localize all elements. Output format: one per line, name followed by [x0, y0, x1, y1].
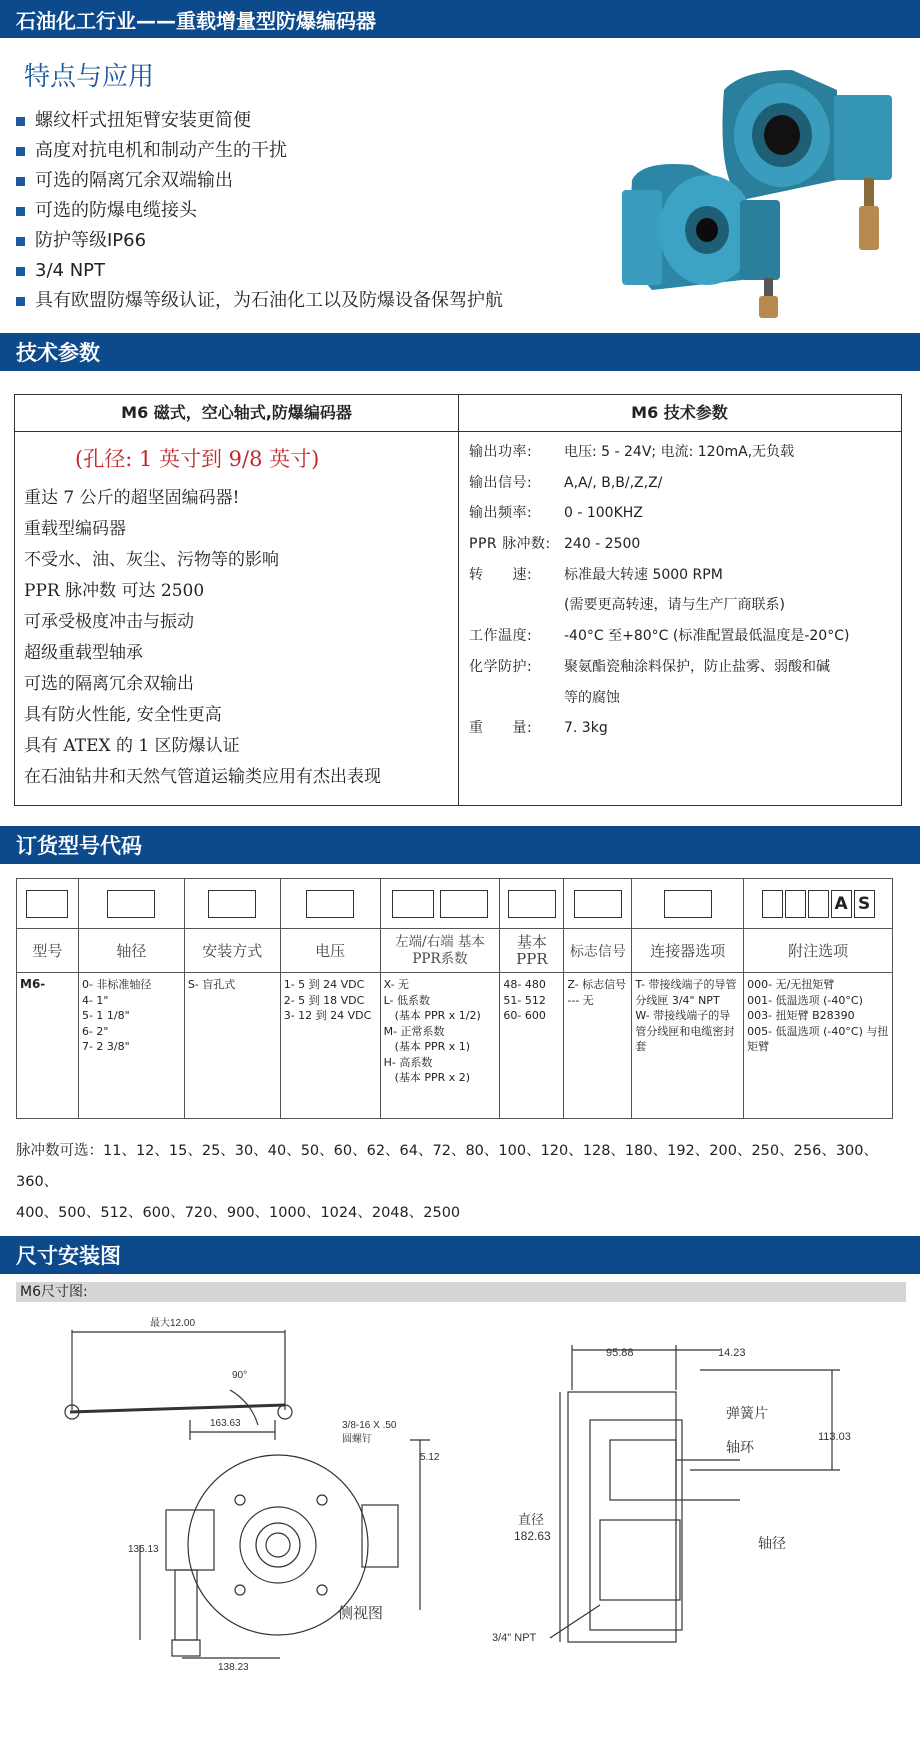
param-row: 输出信号: A,A/, B,B/,Z,Z/ [469, 474, 663, 491]
features-title: 特点与应用 [24, 62, 155, 92]
code-box [392, 890, 434, 918]
bullet-square-icon [16, 177, 25, 186]
bullet-square-icon [16, 117, 25, 126]
param-row: 等的腐蚀 [564, 689, 620, 706]
list-item: 重载型编码器 [24, 519, 126, 539]
ordering-code-table [16, 878, 893, 1119]
dim-138: 138.23 [218, 1662, 249, 1673]
page-header [0, 0, 920, 38]
feature-item: 可选的防爆电缆接头 [16, 196, 503, 226]
param-row: 工作温度: -40°C 至+80°C (标准配置最低温度是-20°C) [469, 628, 850, 645]
column-header: 连接器选项 [632, 929, 744, 973]
suffix-letter-a: A [831, 890, 852, 918]
feature-item: 高度对抗电机和制动产生的干扰 [16, 136, 503, 166]
code-box [107, 890, 155, 918]
bullet-square-icon [16, 237, 25, 246]
list-item: 重达 7 公斤的超坚固编码器! [24, 488, 240, 508]
options-cell: M6- [17, 973, 79, 1119]
dim-182: 182.63 [514, 1529, 551, 1543]
column-header: 左端/右端 基本PPR系数 [380, 929, 500, 973]
column-header: 轴径 [78, 929, 184, 973]
code-box [785, 890, 806, 918]
spec-feature-list [24, 483, 381, 793]
code-box [574, 890, 622, 918]
dim-angle: 90° [232, 1370, 248, 1381]
spring-label: 弹簧片 [726, 1405, 768, 1421]
bullet-square-icon [16, 147, 25, 156]
suffix-letter-s: S [854, 890, 875, 918]
feature-item: 3/4 NPT [16, 256, 503, 286]
column-header: 标志信号 [564, 929, 632, 973]
diameter-label: 直径 [518, 1512, 545, 1527]
options-cell: 0- 非标准轴径 4- 1" 5- 1 1/8" 6- 2" 7- 2 3/8" [78, 973, 184, 1119]
bullet-square-icon [16, 297, 25, 306]
spec-table [14, 394, 902, 806]
dim-screw-size: 3/8-16 X .50 [342, 1420, 397, 1431]
options-cell: X- 无 L- 低系数 (基本 PPR x 1/2) M- 正常系数 (基本 PPR x 1) H- 高系数 (基本 PPR x 2) [380, 973, 500, 1119]
spec-params [469, 437, 899, 744]
column-header: 电压 [280, 929, 380, 973]
pulse-options: 脉冲数可选：11、12、15、25、30、40、50、60、62、64、72、80、100、120、128、180、192、200、250、256、300、360、 400、500、512、600、720、900、1000、1024、2048、2500 [16, 1143, 878, 1221]
bullet-square-icon [16, 267, 25, 276]
list-item: 在石油钻井和天然气管道运输类应用有杰出表现 [24, 767, 381, 787]
options-cell: Z- 标志信号 --- 无 [564, 973, 632, 1119]
spec-right-header: M6 技术参数 [631, 403, 728, 422]
code-box [208, 890, 256, 918]
dimensions-section-header: 尺寸安装图 [0, 1236, 920, 1274]
product-photo [612, 50, 912, 320]
list-item: PPR 脉冲数 可达 2500 [24, 581, 205, 601]
options-cell: S- 盲孔式 [184, 973, 280, 1119]
options-cell: 48- 480 51- 512 60- 600 [500, 973, 564, 1119]
dim-163: 163.63 [210, 1418, 241, 1429]
list-item: 不受水、油、灰尘、污物等的影响 [24, 550, 279, 570]
dim-135: 135.13 [128, 1544, 159, 1555]
dim-5-12: 5.12 [420, 1452, 440, 1463]
list-item: 超级重载型轴承 [24, 643, 143, 663]
code-box [808, 890, 829, 918]
param-row: 转 速: 标准最大转速 5000 RPM [469, 566, 723, 583]
ordering-section-header: 订货型号代码 [0, 826, 920, 864]
feature-item: 螺纹杆式扭矩臂安装更简便 [16, 106, 503, 136]
param-row: PPR 脉冲数: 240 - 2500 [469, 536, 641, 553]
drawing-subtitle: M6尺寸图: [16, 1282, 906, 1302]
dim-max-length: 最大12.00 [150, 1318, 196, 1329]
bullet-square-icon [16, 207, 25, 216]
param-row: 化学防护: 聚氨酯瓷釉涂料保护，防止盐雾、弱酸和碱 [469, 658, 830, 675]
npt-label: 3/4" NPT [492, 1632, 537, 1644]
column-header: 安装方式 [184, 929, 280, 973]
code-box [306, 890, 354, 918]
code-box [508, 890, 556, 918]
param-row: (需要更高转速，请与生产厂商联系) [564, 597, 785, 614]
column-header: 附注选项 [744, 929, 893, 973]
shaft-dia-label: 轴径 [758, 1535, 786, 1551]
options-cell: T- 带接线端子的导管分线匣 3/4" NPT W- 带接线端子的导管分线匣和电缆密封套 [632, 973, 744, 1119]
param-row: 重 量: 7. 3kg [469, 720, 608, 737]
tech-section-header: 技术参数 [0, 333, 920, 371]
code-box [762, 890, 783, 918]
options-cell: 000- 无/无扭矩臂 001- 低温选项 (-40°C) 003- 扭矩臂 B28390 005- 低温选项 (-40°C) 与扭矩臂 [744, 973, 893, 1119]
list-item: 具有防火性能, 安全性更高 [24, 705, 222, 725]
list-item: 可承受极度冲击与振动 [24, 612, 194, 632]
side-view-label: 侧视图 [338, 1605, 384, 1622]
list-item: 可选的隔离冗余双输出 [24, 674, 194, 694]
options-cell: 1- 5 到 24 VDC 2- 5 到 18 VDC 3- 12 到 24 VDC [280, 973, 380, 1119]
collar-label: 轴环 [726, 1439, 754, 1455]
dim-screw-type: 圆螺钉 [342, 1434, 372, 1445]
page-title: 石油化工行业——重载增量型防爆编码器 [16, 8, 376, 33]
param-row: 输出功率: 电压: 5 - 24V; 电流: 120mA,无负载 [469, 444, 795, 460]
spec-left-header: M6 磁式，空心轴式,防爆编码器 [121, 403, 352, 422]
feature-item: 可选的隔离冗余双端输出 [16, 166, 503, 196]
param-row: 输出频率: 0 - 100KHZ [469, 505, 643, 522]
code-box [440, 890, 488, 918]
code-box [664, 890, 712, 918]
dim-14: 14.23 [718, 1347, 746, 1359]
features-list [16, 106, 503, 316]
dim-95: 95.88 [606, 1347, 634, 1359]
feature-item: 具有欧盟防爆等级认证，为石油化工以及防爆设备保驾护航 [16, 286, 503, 316]
dimension-drawing [0, 1306, 920, 1673]
list-item: 具有 ATEX 的 1 区防爆认证 [24, 736, 240, 756]
dim-113: 113.03 [818, 1431, 851, 1443]
code-box [26, 890, 68, 918]
column-header: 基本 PPR [500, 929, 564, 973]
feature-item: 防护等级IP66 [16, 226, 503, 256]
bore-range: (孔径: 1 英寸到 9/8 英寸) [75, 447, 320, 471]
column-header: 型号 [17, 929, 79, 973]
